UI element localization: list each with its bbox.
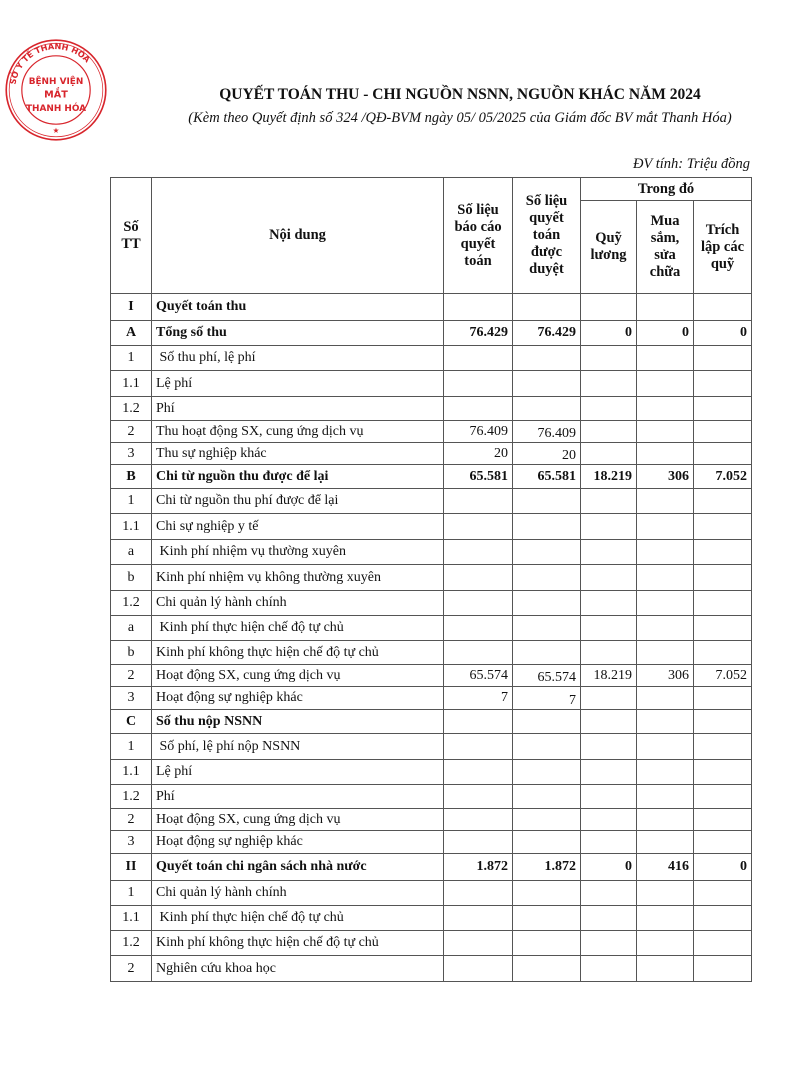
cell-reported: 76.409 bbox=[444, 421, 513, 443]
cell-reported: 20 bbox=[444, 443, 513, 465]
cell-stt: 2 bbox=[111, 956, 152, 982]
cell-reported: 1.872 bbox=[444, 854, 513, 881]
table-row bbox=[111, 421, 752, 443]
cell-salary bbox=[581, 397, 637, 421]
header-approved: Số liệu quyết toán được duyệt bbox=[513, 178, 581, 294]
table-row bbox=[111, 443, 752, 465]
cell-content: Hoạt động SX, cung ứng dịch vụ bbox=[152, 809, 444, 831]
cell-purchase bbox=[637, 397, 694, 421]
cell-reported bbox=[444, 760, 513, 785]
cell-purchase bbox=[637, 346, 694, 371]
cell-stt: 1 bbox=[111, 881, 152, 906]
header-funds: Trích lập các quỹ bbox=[694, 201, 752, 294]
cell-purchase bbox=[637, 489, 694, 514]
cell-reported bbox=[444, 514, 513, 540]
cell-salary bbox=[581, 710, 637, 734]
cell-funds: 7.052 bbox=[694, 665, 752, 687]
header-salary: Quỹ lương bbox=[581, 201, 637, 294]
cell-salary bbox=[581, 906, 637, 931]
cell-content: Hoạt động sự nghiệp khác bbox=[152, 831, 444, 854]
cell-reported bbox=[444, 397, 513, 421]
cell-content: Chi quản lý hành chính bbox=[152, 591, 444, 616]
cell-funds bbox=[694, 540, 752, 565]
cell-salary bbox=[581, 591, 637, 616]
table-row bbox=[111, 616, 752, 641]
cell-purchase bbox=[637, 760, 694, 785]
cell-salary bbox=[581, 785, 637, 809]
cell-salary: 18.219 bbox=[581, 665, 637, 687]
cell-purchase bbox=[637, 931, 694, 956]
cell-salary bbox=[581, 565, 637, 591]
cell-purchase bbox=[637, 616, 694, 641]
cell-approved: 76.409 bbox=[513, 421, 581, 443]
cell-content: Lệ phí bbox=[152, 760, 444, 785]
cell-reported bbox=[444, 591, 513, 616]
cell-reported bbox=[444, 371, 513, 397]
table-row bbox=[111, 785, 752, 809]
table-row bbox=[111, 854, 752, 881]
cell-approved bbox=[513, 785, 581, 809]
cell-content: Chi quản lý hành chính bbox=[152, 881, 444, 906]
cell-stt: 1.1 bbox=[111, 760, 152, 785]
cell-approved bbox=[513, 710, 581, 734]
cell-approved bbox=[513, 346, 581, 371]
cell-stt: 1.2 bbox=[111, 785, 152, 809]
cell-stt: 2 bbox=[111, 421, 152, 443]
cell-funds bbox=[694, 956, 752, 982]
cell-funds bbox=[694, 785, 752, 809]
cell-purchase: 306 bbox=[637, 465, 694, 489]
cell-approved bbox=[513, 831, 581, 854]
cell-approved: 1.872 bbox=[513, 854, 581, 881]
cell-approved bbox=[513, 616, 581, 641]
cell-approved bbox=[513, 734, 581, 760]
cell-funds bbox=[694, 760, 752, 785]
cell-purchase bbox=[637, 565, 694, 591]
cell-funds bbox=[694, 616, 752, 641]
document-subtitle: (Kèm theo Quyết định số 324 /QĐ-BVM ngày 05/ 05/2025 của Giám đốc BV mắt Thanh Hóa) bbox=[188, 110, 732, 126]
cell-content: Kinh phí nhiệm vụ thường xuyên bbox=[152, 540, 444, 565]
cell-content: Kinh phí không thực hiện chế độ tự chủ bbox=[152, 641, 444, 665]
cell-reported bbox=[444, 906, 513, 931]
table-row bbox=[111, 831, 752, 854]
cell-approved bbox=[513, 397, 581, 421]
cell-content: Phí bbox=[152, 397, 444, 421]
table-row bbox=[111, 665, 752, 687]
cell-salary bbox=[581, 734, 637, 760]
cell-salary bbox=[581, 443, 637, 465]
svg-text:MẮT: MẮT bbox=[44, 89, 68, 101]
cell-stt: 1.1 bbox=[111, 906, 152, 931]
cell-approved bbox=[513, 565, 581, 591]
table-row bbox=[111, 906, 752, 931]
cell-approved bbox=[513, 540, 581, 565]
cell-stt: 2 bbox=[111, 665, 152, 687]
cell-approved bbox=[513, 956, 581, 982]
cell-reported: 76.429 bbox=[444, 321, 513, 346]
table-row bbox=[111, 465, 752, 489]
table-row bbox=[111, 565, 752, 591]
cell-stt: a bbox=[111, 540, 152, 565]
cell-salary bbox=[581, 294, 637, 321]
cell-funds bbox=[694, 734, 752, 760]
cell-salary bbox=[581, 371, 637, 397]
table-row bbox=[111, 514, 752, 540]
table-row bbox=[111, 641, 752, 665]
cell-purchase: 416 bbox=[637, 854, 694, 881]
cell-funds bbox=[694, 294, 752, 321]
cell-purchase bbox=[637, 687, 694, 710]
cell-content: Số thu nộp NSNN bbox=[152, 710, 444, 734]
table-row bbox=[111, 809, 752, 831]
cell-reported bbox=[444, 641, 513, 665]
cell-salary bbox=[581, 641, 637, 665]
cell-purchase bbox=[637, 591, 694, 616]
cell-content: Thu hoạt động SX, cung ứng dịch vụ bbox=[152, 421, 444, 443]
table-row bbox=[111, 489, 752, 514]
cell-stt: I bbox=[111, 294, 152, 321]
svg-text:BỆNH VIỆN: BỆNH VIỆN bbox=[28, 77, 84, 88]
cell-content: Chi từ nguồn thu phí được để lại bbox=[152, 489, 444, 514]
cell-funds: 0 bbox=[694, 854, 752, 881]
cell-reported bbox=[444, 540, 513, 565]
cell-salary bbox=[581, 881, 637, 906]
cell-funds bbox=[694, 591, 752, 616]
cell-stt: II bbox=[111, 854, 152, 881]
cell-salary bbox=[581, 421, 637, 443]
cell-reported bbox=[444, 710, 513, 734]
table-row bbox=[111, 346, 752, 371]
cell-funds bbox=[694, 514, 752, 540]
cell-reported bbox=[444, 785, 513, 809]
cell-content: Phí bbox=[152, 785, 444, 809]
cell-content: Hoạt động sự nghiệp khác bbox=[152, 687, 444, 710]
table-row bbox=[111, 321, 752, 346]
table-row bbox=[111, 734, 752, 760]
cell-purchase bbox=[637, 514, 694, 540]
cell-purchase bbox=[637, 881, 694, 906]
cell-stt: b bbox=[111, 641, 152, 665]
cell-approved: 65.581 bbox=[513, 465, 581, 489]
cell-reported bbox=[444, 881, 513, 906]
cell-stt: 1.1 bbox=[111, 371, 152, 397]
official-stamp bbox=[4, 38, 108, 142]
cell-content: Thu sự nghiệp khác bbox=[152, 443, 444, 465]
cell-purchase bbox=[637, 831, 694, 854]
cell-content: Chi từ nguồn thu được để lại bbox=[152, 465, 444, 489]
cell-funds bbox=[694, 710, 752, 734]
cell-content: Số phí, lệ phí nộp NSNN bbox=[152, 734, 444, 760]
cell-purchase bbox=[637, 809, 694, 831]
svg-text:SỞ Y TẾ THANH HÓA: SỞ Y TẾ THANH HÓA bbox=[7, 41, 93, 86]
cell-reported bbox=[444, 956, 513, 982]
cell-stt: 1.2 bbox=[111, 397, 152, 421]
cell-purchase bbox=[637, 421, 694, 443]
table-row bbox=[111, 760, 752, 785]
cell-stt: 3 bbox=[111, 443, 152, 465]
cell-approved bbox=[513, 760, 581, 785]
cell-purchase bbox=[637, 641, 694, 665]
cell-stt: B bbox=[111, 465, 152, 489]
table-row bbox=[111, 710, 752, 734]
cell-reported: 65.574 bbox=[444, 665, 513, 687]
cell-content: Số thu phí, lệ phí bbox=[152, 346, 444, 371]
cell-stt: A bbox=[111, 321, 152, 346]
cell-content: Kinh phí không thực hiện chế độ tự chủ bbox=[152, 931, 444, 956]
cell-reported bbox=[444, 734, 513, 760]
cell-salary bbox=[581, 809, 637, 831]
cell-funds bbox=[694, 346, 752, 371]
document-title: QUYẾT TOÁN THU - CHI NGUỒN NSNN, NGUỒN KHÁC NĂM 2024 bbox=[219, 86, 701, 103]
cell-purchase: 306 bbox=[637, 665, 694, 687]
cell-funds bbox=[694, 687, 752, 710]
cell-content: Quyết toán thu bbox=[152, 294, 444, 321]
cell-reported bbox=[444, 831, 513, 854]
cell-salary bbox=[581, 831, 637, 854]
svg-text:THANH HÓA: THANH HÓA bbox=[25, 103, 87, 114]
table-row bbox=[111, 931, 752, 956]
cell-funds bbox=[694, 906, 752, 931]
cell-content: Quyết toán chi ngân sách nhà nước bbox=[152, 854, 444, 881]
cell-approved bbox=[513, 371, 581, 397]
cell-content: Hoạt động SX, cung ứng dịch vụ bbox=[152, 665, 444, 687]
cell-reported bbox=[444, 489, 513, 514]
cell-approved bbox=[513, 906, 581, 931]
cell-reported: 65.581 bbox=[444, 465, 513, 489]
unit-label: ĐV tính: Triệu đồng bbox=[633, 156, 750, 172]
cell-approved: 76.429 bbox=[513, 321, 581, 346]
cell-purchase bbox=[637, 371, 694, 397]
cell-content: Chi sự nghiệp y tế bbox=[152, 514, 444, 540]
cell-approved bbox=[513, 489, 581, 514]
cell-purchase: 0 bbox=[637, 321, 694, 346]
cell-salary bbox=[581, 540, 637, 565]
cell-reported bbox=[444, 346, 513, 371]
table-row bbox=[111, 397, 752, 421]
cell-stt: 1 bbox=[111, 489, 152, 514]
cell-purchase bbox=[637, 956, 694, 982]
cell-approved: 20 bbox=[513, 443, 581, 465]
cell-approved bbox=[513, 641, 581, 665]
cell-purchase bbox=[637, 785, 694, 809]
cell-approved: 7 bbox=[513, 687, 581, 710]
cell-salary bbox=[581, 931, 637, 956]
header-stt: Số TT bbox=[111, 178, 152, 294]
cell-stt: 1.2 bbox=[111, 931, 152, 956]
cell-content: Kinh phí nhiệm vụ không thường xuyên bbox=[152, 565, 444, 591]
cell-salary bbox=[581, 616, 637, 641]
table-row bbox=[111, 591, 752, 616]
table-row bbox=[111, 294, 752, 321]
cell-purchase bbox=[637, 734, 694, 760]
cell-salary bbox=[581, 956, 637, 982]
cell-stt: 3 bbox=[111, 831, 152, 854]
cell-funds bbox=[694, 881, 752, 906]
cell-reported bbox=[444, 294, 513, 321]
cell-stt: C bbox=[111, 710, 152, 734]
cell-stt: 1.2 bbox=[111, 591, 152, 616]
cell-funds bbox=[694, 443, 752, 465]
cell-salary: 18.219 bbox=[581, 465, 637, 489]
cell-reported: 7 bbox=[444, 687, 513, 710]
cell-purchase bbox=[637, 906, 694, 931]
cell-funds: 7.052 bbox=[694, 465, 752, 489]
cell-stt: 3 bbox=[111, 687, 152, 710]
cell-salary: 0 bbox=[581, 854, 637, 881]
cell-purchase bbox=[637, 294, 694, 321]
table-row bbox=[111, 687, 752, 710]
cell-funds bbox=[694, 565, 752, 591]
cell-approved bbox=[513, 881, 581, 906]
cell-reported bbox=[444, 565, 513, 591]
header-group: Trong đó bbox=[581, 178, 752, 201]
cell-salary bbox=[581, 489, 637, 514]
cell-stt: b bbox=[111, 565, 152, 591]
table-row bbox=[111, 881, 752, 906]
cell-purchase bbox=[637, 443, 694, 465]
cell-reported bbox=[444, 616, 513, 641]
star-icon: ★ bbox=[52, 126, 60, 136]
cell-funds: 0 bbox=[694, 321, 752, 346]
cell-salary bbox=[581, 687, 637, 710]
header-reported: Số liệu báo cáo quyết toán bbox=[444, 178, 513, 294]
cell-purchase bbox=[637, 540, 694, 565]
cell-stt: 1 bbox=[111, 734, 152, 760]
cell-funds bbox=[694, 371, 752, 397]
cell-funds bbox=[694, 397, 752, 421]
cell-funds bbox=[694, 641, 752, 665]
header-purchase: Mua sắm, sửa chữa bbox=[637, 201, 694, 294]
cell-stt: a bbox=[111, 616, 152, 641]
cell-approved bbox=[513, 514, 581, 540]
cell-content: Tổng số thu bbox=[152, 321, 444, 346]
cell-approved: 65.574 bbox=[513, 665, 581, 687]
cell-salary bbox=[581, 760, 637, 785]
cell-stt: 1.1 bbox=[111, 514, 152, 540]
cell-purchase bbox=[637, 710, 694, 734]
cell-content: Lệ phí bbox=[152, 371, 444, 397]
cell-reported bbox=[444, 931, 513, 956]
cell-reported bbox=[444, 809, 513, 831]
cell-salary: 0 bbox=[581, 321, 637, 346]
table-row bbox=[111, 956, 752, 982]
cell-salary bbox=[581, 346, 637, 371]
cell-content: Kinh phí thực hiện chế độ tự chủ bbox=[152, 906, 444, 931]
cell-funds bbox=[694, 489, 752, 514]
cell-stt: 1 bbox=[111, 346, 152, 371]
cell-funds bbox=[694, 421, 752, 443]
cell-funds bbox=[694, 931, 752, 956]
cell-approved bbox=[513, 591, 581, 616]
cell-salary bbox=[581, 514, 637, 540]
cell-approved bbox=[513, 294, 581, 321]
cell-approved bbox=[513, 931, 581, 956]
header-content: Nội dung bbox=[152, 178, 444, 294]
cell-content: Kinh phí thực hiện chế độ tự chủ bbox=[152, 616, 444, 641]
cell-stt: 2 bbox=[111, 809, 152, 831]
settlement-table bbox=[110, 177, 752, 982]
cell-content: Nghiên cứu khoa học bbox=[152, 956, 444, 982]
table-row bbox=[111, 540, 752, 565]
cell-funds bbox=[694, 809, 752, 831]
table-row bbox=[111, 371, 752, 397]
cell-approved bbox=[513, 809, 581, 831]
cell-funds bbox=[694, 831, 752, 854]
